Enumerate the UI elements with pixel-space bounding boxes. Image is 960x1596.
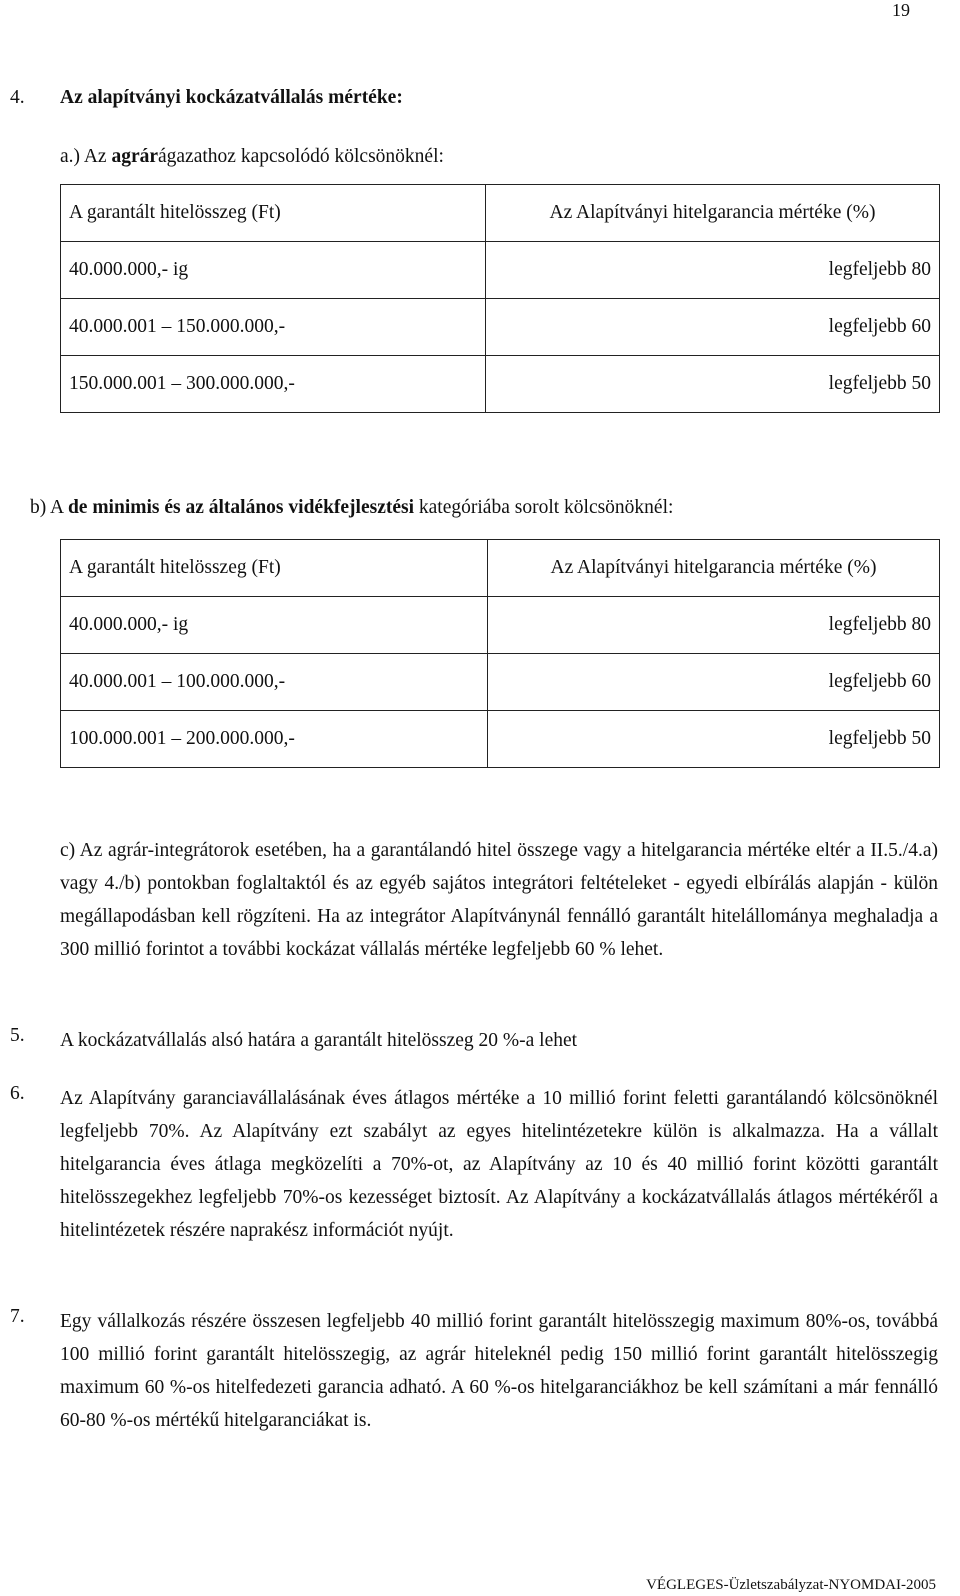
subsection-c-paragraph: c) Az agrár-integrátorok esetében, ha a garantálandó hitel összege vagy a hitelgarancia mértéke eltér a II.5./4.a) vagy 4./b) pontokban foglaltaktól és az egyéb sajátos integrátori feltételeket - egyedi elbírálás alapján - külön megállapodásban kell rögzíteni. Ha az integrátor Alapítványnál fennálló garantált hitelállománya meghaladja a 300 millió forintot a további kockázat vállalás mértéke legfeljebb 60 % lehet. [60, 840, 938, 960]
item-number: 7. [10, 1306, 25, 1327]
item-text: Egy vállalkozás részére összesen legfeljebb 40 millió forint garantált hitelösszegig maximum 80%-os, továbbá 100 millió forint garantált hitelösszegig, az agrár hiteleknél pedig 150 millió forint garantált hitelösszegig maximum 60 %-os hitelfedezeti garancia adható. A 60 %-os hitelgaranciákhoz be kell számítani a már fennálló 60-80 %-os mértékű hitelgaranciákat is. [60, 1311, 938, 1431]
subsection-b-suffix: kategóriába sorolt kölcsönöknél: [414, 497, 674, 518]
table-cell: 40.000.001 – 100.000.000,- [61, 654, 488, 711]
section-number: 4. [10, 87, 25, 108]
table-row [61, 654, 940, 711]
page-number: 19 [892, 0, 910, 20]
table-cell: legfeljebb 50 [486, 356, 940, 413]
table-row [61, 597, 940, 654]
section-heading [10, 86, 403, 109]
table-header-row [61, 540, 940, 597]
table-row [61, 356, 940, 413]
table-agrar [60, 184, 940, 413]
table-cell: legfeljebb 50 [488, 711, 940, 768]
item-number: 6. [10, 1083, 25, 1104]
list-item-7 [10, 1305, 938, 1437]
item-text: Az Alapítvány garanciavállalásának éves átlagos mértéke a 10 millió forint feletti garantálandó kölcsönöknél legfeljebb 70%. Az Alapítvány ezt szabályt az egyes hitelintézetekre külön is alkalmazza. Ha a vállalt hitelgarancia éves átlaga megközelíti a 70%-ot, az Alapítvány az 10 és 40 millió forint közötti garantált hitelösszegekhez legfeljebb 70%-os kezességet biztosít. Az Alapítvány a kockázatvállalás átlagos mértékéről a hitelintézetek részére naprakész információt nyújt. [60, 1088, 938, 1241]
subsection-b-bold: de minimis és az általános vidékfejlesztési [67, 497, 415, 518]
subsection-b-heading [30, 496, 673, 519]
page-footer: VÉGLEGES-Üzletszabályzat-NYOMDAI-2005 [646, 1577, 936, 1593]
table-cell: legfeljebb 60 [488, 654, 940, 711]
table-cell: legfeljebb 80 [486, 242, 940, 299]
table-cell: legfeljebb 60 [486, 299, 940, 356]
table-row [61, 242, 940, 299]
subsection-a-suffix: ágazathoz kapcsolódó kölcsönöknél: [158, 146, 444, 167]
subsection-a-bold: agrár [111, 146, 158, 167]
table-row [61, 711, 940, 768]
subsection-b-prefix: b) A [30, 497, 68, 518]
table-cell: 100.000.001 – 200.000.000,- [61, 711, 488, 768]
table-header-cell: Az Alapítványi hitelgarancia mértéke (%) [486, 185, 940, 242]
table-header-row [61, 185, 940, 242]
table-cell: 40.000.001 – 150.000.000,- [61, 299, 486, 356]
list-item-5 [10, 1024, 938, 1057]
table-cell: 40.000.000,- ig [61, 597, 488, 654]
table-header-cell: Az Alapítványi hitelgarancia mértéke (%) [488, 540, 940, 597]
table-row [61, 299, 940, 356]
table-cell: legfeljebb 80 [488, 597, 940, 654]
subsection-a-prefix: a.) Az [60, 146, 112, 167]
table-cell: 40.000.000,- ig [61, 242, 486, 299]
item-number: 5. [10, 1025, 25, 1046]
table-header-cell: A garantált hitelösszeg (Ft) [61, 185, 486, 242]
section-title: Az alapítványi kockázatvállalás mértéke: [60, 87, 403, 108]
table-header-cell: A garantált hitelösszeg (Ft) [61, 540, 488, 597]
subsection-a-heading [60, 145, 444, 168]
table-de-minimis [60, 539, 940, 768]
item-text: A kockázatvállalás alsó határa a garantált hitelösszeg 20 %-a lehet [60, 1030, 578, 1051]
table-cell: 150.000.001 – 300.000.000,- [61, 356, 486, 413]
list-item-6 [10, 1082, 938, 1247]
